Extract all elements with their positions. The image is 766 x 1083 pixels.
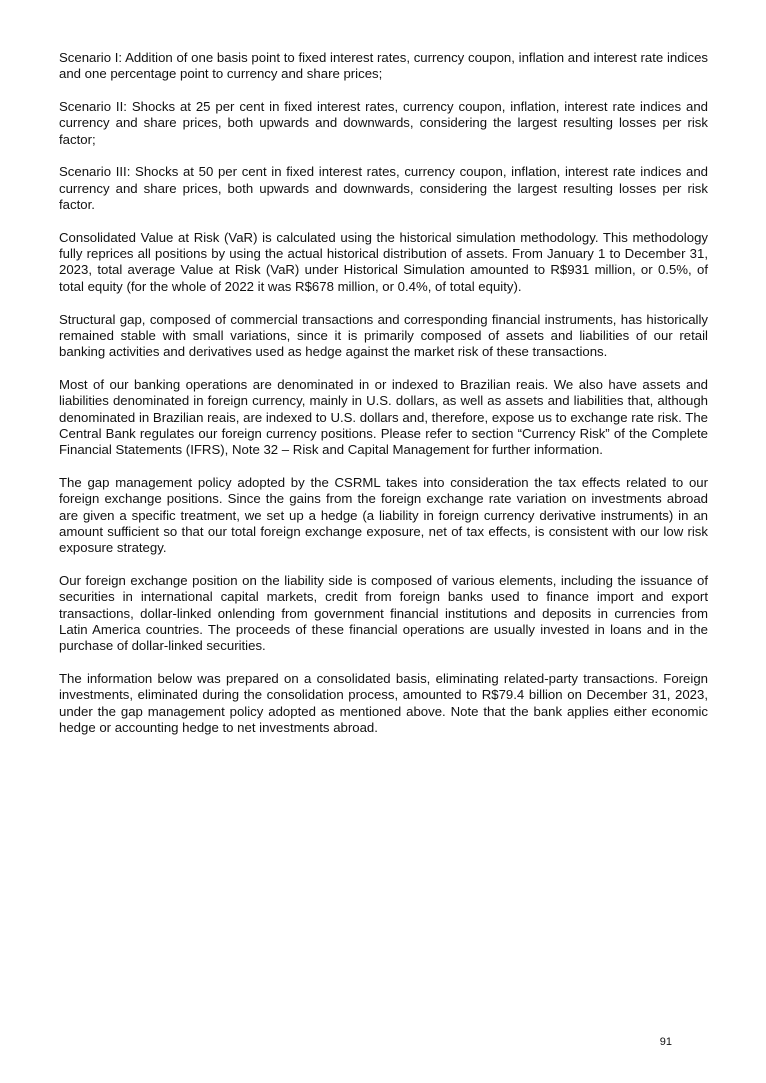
paragraph-structural-gap: Structural gap, composed of commercial transactions and corresponding financial instruments, has historically remained stable with small variations, since it is primarily composed of assets and liabilities of our retail banking activities and derivatives used as hedge against the market risk of these transactions. xyxy=(59,311,708,360)
paragraph-value-at-risk: Consolidated Value at Risk (VaR) is calculated using the historical simulation methodology. This methodology fully reprices all positions by using the actual historical distribution of assets. From January 1 to December 31, 2023, total average Value at Risk (VaR) under Historical Simulation amounted to R$931 million, or 0.5%, of total equity (for the whole of 2022 it was R$678 million, or 0.4%, of total equity). xyxy=(59,229,708,294)
paragraph-currency-exposure: Most of our banking operations are denominated in or indexed to Brazilian reais. We also have assets and liabilities denominated in foreign currency, mainly in U.S. dollars, as well as assets and liabilities that, although denominated in Brazilian reais, are indexed to U.S. dollars and, therefore, expose us to exchange rate risk. The Central Bank regulates our foreign currency positions. Please refer to section “Currency Risk” of the Complete Financial Statements (IFRS), Note 32 – Risk and Capital Management for further information. xyxy=(59,376,708,458)
paragraph-consolidated-information: The information below was prepared on a consolidated basis, eliminating related-party transactions. Foreign investments, eliminated during the consolidation process, amounted to R$79.4 billion on December 31, 2023, under the gap management policy adopted as mentioned above. Note that the bank applies either economic hedge or accounting hedge to net investments abroad. xyxy=(59,670,708,735)
paragraph-scenario-3: Scenario III: Shocks at 50 per cent in fixed interest rates, currency coupon, inflation, interest rate indices and currency and share prices, both upwards and downwards, considering the largest resulting losses per risk factor. xyxy=(59,164,708,213)
page-number: 91 xyxy=(659,1036,672,1048)
paragraph-scenario-2: Scenario II: Shocks at 25 per cent in fixed interest rates, currency coupon, inflation, interest rate indices and currency and share prices, both upwards and downwards, considering the largest resulting losses per risk factor; xyxy=(59,99,708,147)
paragraph-scenario-1: Scenario I: Addition of one basis point to fixed interest rates, currency coupon, inflation and interest rate indices and one percentage point to currency and share prices; xyxy=(59,50,708,82)
paragraph-gap-management-policy: The gap management policy adopted by the CSRML takes into consideration the tax effects related to our foreign exchange positions. Since the gains from the foreign exchange rate variation on investments abroad are given a specific treatment, we set up a hedge (a liability in foreign currency derivative instruments) in an amount sufficient so that our total foreign exchange exposure, net of tax effects, is consistent with our low risk exposure strategy. xyxy=(59,474,708,556)
paragraph-foreign-exchange-position: Our foreign exchange position on the liability side is composed of various elements, including the issuance of securities in international capital markets, credit from foreign banks used to finance import and export transactions, dollar-linked onlending from government financial institutions and deposits in currencies from Latin America countries. The proceeds of these financial operations are usually invested in loans and in the purchase of dollar-linked securities. xyxy=(59,572,708,654)
document-body xyxy=(59,50,708,753)
